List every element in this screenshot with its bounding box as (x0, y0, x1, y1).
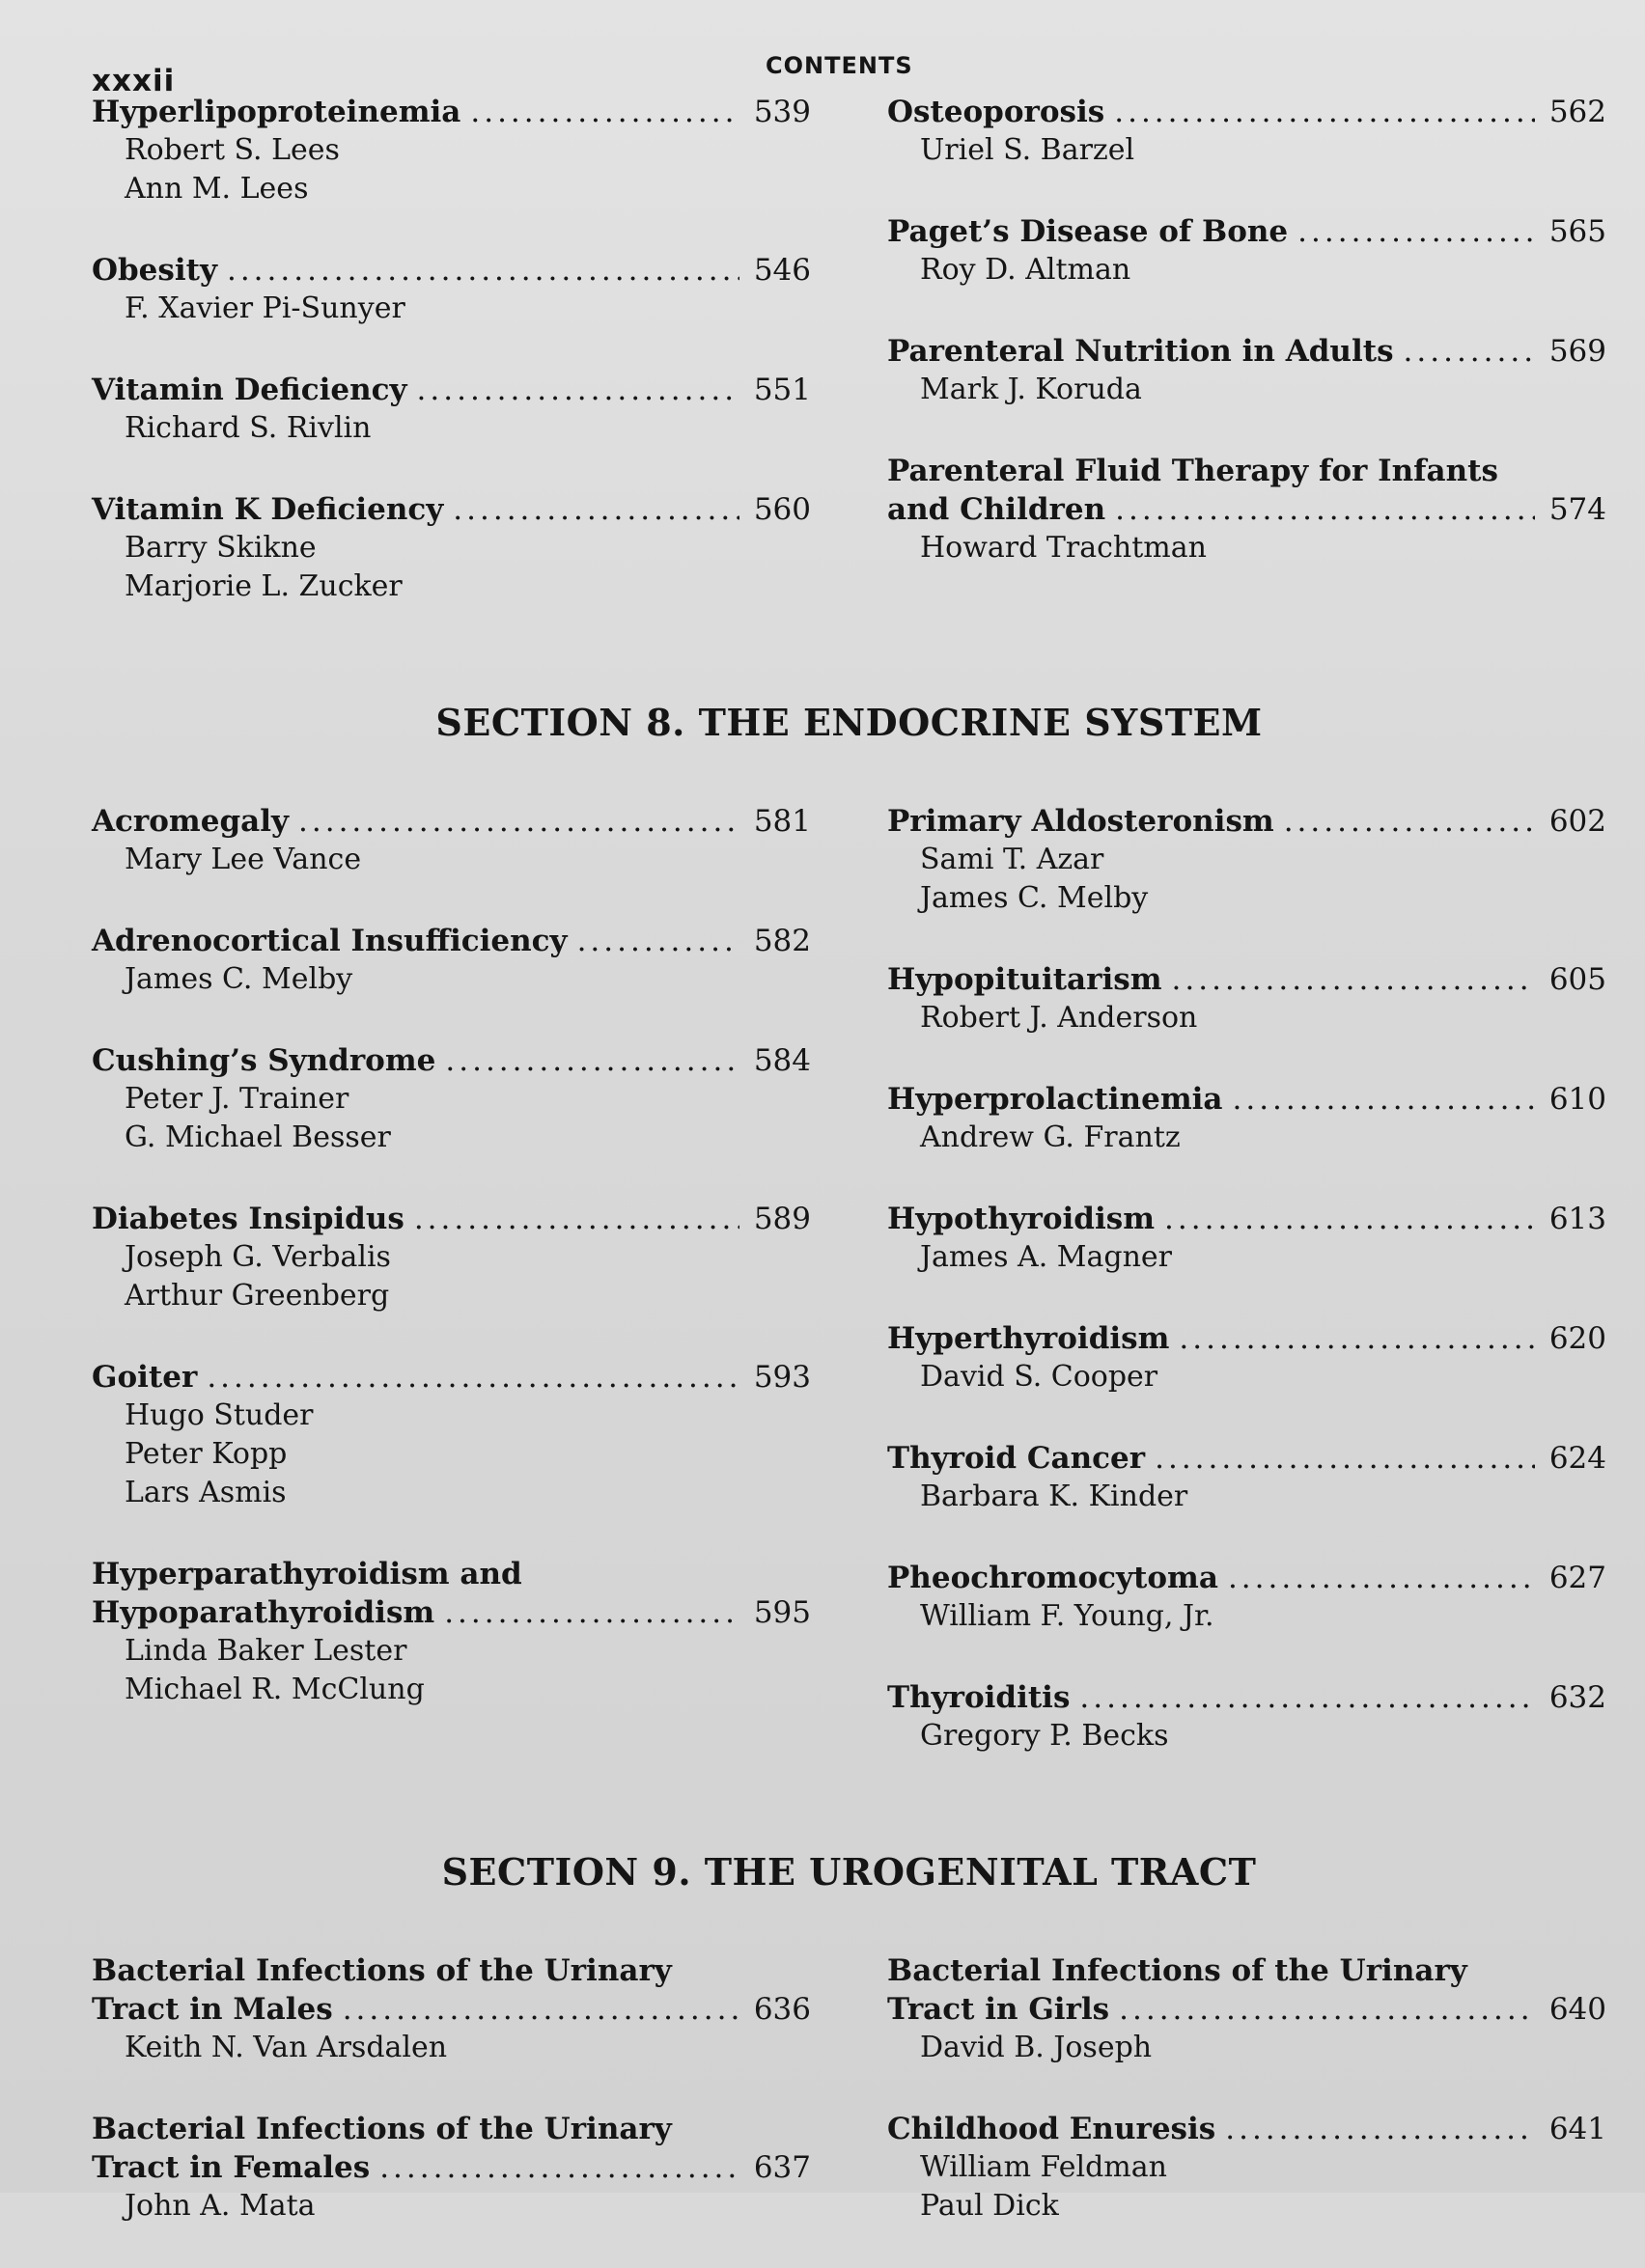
toc-entry (887, 1319, 1606, 1397)
entry-page-number: 602 (1548, 804, 1606, 839)
entry-author: David B. Joseph (920, 2031, 1153, 2064)
dot-leader (453, 490, 739, 529)
entry-title: Hypoparathyroidism (92, 1595, 435, 1630)
entry-title: Goiter (92, 1360, 198, 1395)
entry-title-line (887, 490, 1606, 529)
toc-entry (887, 802, 1606, 918)
entry-page-number: 569 (1548, 334, 1606, 369)
entry-author: Mark J. Koruda (920, 373, 1142, 406)
dot-leader (1297, 212, 1535, 251)
entry-author: William F. Young, Jr. (920, 1599, 1214, 1633)
dot-leader (1232, 1080, 1535, 1119)
entry-title-first-line: Parenteral Fluid Therapy for Infants (887, 454, 1498, 488)
entry-title-line (92, 2148, 811, 2187)
toc-entry (92, 1041, 811, 1157)
dot-leader (1115, 490, 1535, 529)
entry-title: Parenteral Nutrition in Adults (887, 334, 1394, 369)
top-right-column (887, 93, 1606, 649)
toc-entry (887, 332, 1606, 409)
entry-page-number: 581 (753, 804, 811, 839)
entry-author: Howard Trachtman (920, 531, 1207, 565)
entry-author: Linda Baker Lester (125, 1634, 407, 1668)
entry-title-line (92, 251, 811, 290)
dot-leader (1172, 960, 1535, 999)
entry-author: Ann M. Lees (125, 172, 309, 206)
entry-title: Tract in Girls (887, 1992, 1110, 2027)
entry-title-line (92, 93, 811, 131)
toc-entry (92, 2110, 811, 2226)
dot-leader (417, 371, 739, 409)
entry-author: Uriel S. Barzel (920, 133, 1135, 167)
entry-author: James C. Melby (125, 962, 353, 996)
dot-leader (445, 1041, 739, 1080)
entry-title-line (887, 1439, 1606, 1478)
entry-title: Tract in Females (92, 2150, 371, 2185)
entry-title: Hyperprolactinemia (887, 1082, 1223, 1117)
entry-author: David S. Cooper (920, 1360, 1158, 1394)
entry-author: G. Michael Besser (125, 1120, 391, 1154)
entry-author: Robert S. Lees (125, 133, 340, 167)
section-8-left-column (92, 802, 811, 1798)
entry-title-line (887, 1319, 1606, 1358)
toc-entry (92, 1555, 811, 1709)
entry-author: William Feldman (920, 2150, 1167, 2184)
entry-title: Acromegaly (92, 804, 290, 839)
section-8-heading: SECTION 8. THE ENDOCRINE SYSTEM (435, 701, 1263, 744)
entry-author: Richard S. Rivlin (125, 411, 372, 445)
entry-title-line (92, 922, 811, 960)
entry-title-line (887, 1200, 1606, 1238)
entry-author: Arthur Greenberg (125, 1279, 390, 1313)
entry-title-line (887, 212, 1606, 251)
entry-title: Pheochromocytoma (887, 1561, 1218, 1595)
entry-page-number: 593 (753, 1360, 811, 1395)
entry-page-number: 562 (1548, 95, 1606, 129)
toc-entry (887, 2110, 1606, 2226)
entry-title: Adrenocortical Insufficiency (92, 924, 568, 958)
entry-author: Joseph G. Verbalis (125, 1240, 391, 1274)
entry-title-line (92, 1358, 811, 1397)
dot-leader (343, 1990, 739, 2029)
entry-title-line (92, 1041, 811, 1080)
dot-leader (227, 251, 739, 290)
entry-title-line (92, 1200, 811, 1238)
toc-entry (92, 93, 811, 208)
entry-title-line (92, 802, 811, 841)
page-number: xxxii (92, 64, 176, 98)
entry-author: Keith N. Van Arsdalen (125, 2031, 448, 2064)
entry-page-number: 539 (753, 95, 811, 129)
running-head: CONTENTS (766, 52, 913, 79)
entry-title: Hyperthyroidism (887, 1321, 1170, 1356)
toc-entry (92, 1358, 811, 1512)
entry-page-number: 582 (753, 924, 811, 958)
dot-leader (577, 922, 739, 960)
toc-entry (887, 1200, 1606, 1277)
dot-leader (414, 1200, 739, 1238)
section-9-left-column (92, 1951, 811, 2268)
entry-title: Vitamin K Deficiency (92, 492, 444, 527)
dot-leader (298, 802, 739, 841)
entry-author: Peter J. Trainer (125, 1082, 349, 1116)
entry-title-line (887, 2110, 1606, 2148)
entry-title-line (887, 1559, 1606, 1597)
dot-leader (1179, 1319, 1535, 1358)
toc-entry (887, 960, 1606, 1037)
section-9-right-column (887, 1951, 1606, 2268)
entry-page-number: 574 (1548, 492, 1606, 527)
entry-page-number: 589 (753, 1202, 811, 1236)
entry-title: Cushing’s Syndrome (92, 1043, 436, 1078)
section-9-heading: SECTION 9. THE UROGENITAL TRACT (441, 1850, 1257, 1894)
entry-page-number: 551 (753, 373, 811, 407)
entry-page-number: 605 (1548, 962, 1606, 997)
dot-leader (1119, 1990, 1535, 2029)
toc-entry (887, 1951, 1606, 2067)
entry-page-number: 546 (753, 253, 811, 288)
dot-leader (1164, 1200, 1535, 1238)
page-header (92, 50, 1606, 98)
toc-entry (92, 490, 811, 606)
entry-page-number: 637 (753, 2150, 811, 2185)
entry-author: Barry Skikne (125, 531, 317, 565)
entry-page-number: 636 (753, 1992, 811, 2027)
entry-title: Vitamin Deficiency (92, 373, 407, 407)
entry-page-number: 627 (1548, 1561, 1606, 1595)
entry-author: Peter Kopp (125, 1437, 288, 1471)
entry-title-line (92, 490, 811, 529)
entry-title-line (887, 93, 1606, 131)
entry-title-line (887, 802, 1606, 841)
dot-leader (379, 2148, 739, 2187)
dot-leader (1284, 802, 1535, 841)
entry-author: Marjorie L. Zucker (125, 569, 403, 603)
toc-entry (887, 93, 1606, 170)
toc-entry (887, 1559, 1606, 1636)
entry-page-number: 560 (753, 492, 811, 527)
entry-title-line (887, 332, 1606, 371)
toc-entry (887, 452, 1606, 567)
entry-author: Michael R. McClung (125, 1673, 425, 1706)
section-8-right-column (887, 802, 1606, 1798)
entry-author: Gregory P. Becks (920, 1719, 1169, 1753)
entry-title: Thyroid Cancer (887, 1441, 1146, 1476)
top-entries (92, 93, 1606, 649)
entry-title-line (887, 1678, 1606, 1717)
toc-entry (92, 1951, 811, 2067)
toc-entry (887, 1080, 1606, 1157)
toc-entry (92, 802, 811, 879)
toc-entry (887, 1439, 1606, 1516)
entry-title: Hyperlipoproteinemia (92, 95, 461, 129)
toc-entry (92, 251, 811, 328)
entry-author: John A. Mata (125, 2189, 316, 2223)
dot-leader (1228, 1559, 1535, 1597)
entry-page-number: 584 (753, 1043, 811, 1078)
entry-author: James C. Melby (920, 881, 1149, 915)
entry-title: Paget’s Disease of Bone (887, 214, 1289, 249)
entry-title: Hypothyroidism (887, 1202, 1156, 1236)
entry-title-first-line: Bacterial Infections of the Urinary (887, 1953, 1467, 1988)
entry-title-first-line: Bacterial Infections of the Urinary (92, 1953, 672, 1988)
entry-page-number: 613 (1548, 1202, 1606, 1236)
entry-page-number: 595 (753, 1595, 811, 1630)
entry-author: Andrew G. Frantz (920, 1120, 1181, 1154)
entry-title: Obesity (92, 253, 217, 288)
entry-author: Lars Asmis (125, 1476, 287, 1509)
entry-author: Sami T. Azar (920, 843, 1104, 876)
entry-title: Childhood Enuresis (887, 2112, 1216, 2146)
entry-author: Barbara K. Kinder (920, 1480, 1188, 1513)
entry-title-line (92, 1990, 811, 2029)
entry-title: Thyroiditis (887, 1680, 1071, 1715)
entry-title: Osteoporosis (887, 95, 1105, 129)
entry-title-first-line: Bacterial Infections of the Urinary (92, 2112, 672, 2146)
dot-leader (207, 1358, 739, 1397)
section-8-entries (92, 802, 1606, 1798)
entry-title: and Children (887, 492, 1106, 527)
entry-author: James A. Magner (920, 1240, 1173, 1274)
dot-leader (1114, 93, 1535, 131)
entry-title-line (887, 960, 1606, 999)
section-9-entries (92, 1951, 1606, 2268)
toc-entry (887, 1678, 1606, 1756)
dot-leader (1225, 2110, 1535, 2148)
toc-entry (92, 1200, 811, 1315)
dot-leader (1404, 332, 1535, 371)
entry-title: Hypopituitarism (887, 962, 1162, 997)
entry-author: Robert J. Anderson (920, 1001, 1198, 1035)
entry-title-line (92, 1593, 811, 1632)
entry-page-number: 641 (1548, 2112, 1606, 2146)
entry-title-line (92, 371, 811, 409)
entry-page-number: 620 (1548, 1321, 1606, 1356)
entry-author: F. Xavier Pi-Sunyer (125, 291, 405, 325)
entry-author: Paul Dick (920, 2189, 1059, 2223)
dot-leader (470, 93, 739, 131)
entry-page-number: 565 (1548, 214, 1606, 249)
entry-page-number: 640 (1548, 1992, 1606, 2027)
dot-leader (1155, 1439, 1535, 1478)
entry-title: Primary Aldosteronism (887, 804, 1274, 839)
dot-leader (1079, 1678, 1535, 1717)
toc-entry (92, 922, 811, 999)
entry-title-line (887, 1080, 1606, 1119)
entry-author: Roy D. Altman (920, 253, 1131, 287)
entry-title-first-line: Hyperparathyroidism and (92, 1557, 522, 1591)
entry-author: Mary Lee Vance (125, 843, 362, 876)
entry-page-number: 624 (1548, 1441, 1606, 1476)
entry-author: Hugo Studer (125, 1398, 314, 1432)
entry-title: Diabetes Insipidus (92, 1202, 404, 1236)
dot-leader (444, 1593, 739, 1632)
entry-page-number: 632 (1548, 1680, 1606, 1715)
entry-title-line (887, 1990, 1606, 2029)
entry-title: Tract in Males (92, 1992, 333, 2027)
entry-page-number: 610 (1548, 1082, 1606, 1117)
top-left-column (92, 93, 811, 649)
toc-entry (887, 212, 1606, 290)
toc-entry (92, 371, 811, 448)
